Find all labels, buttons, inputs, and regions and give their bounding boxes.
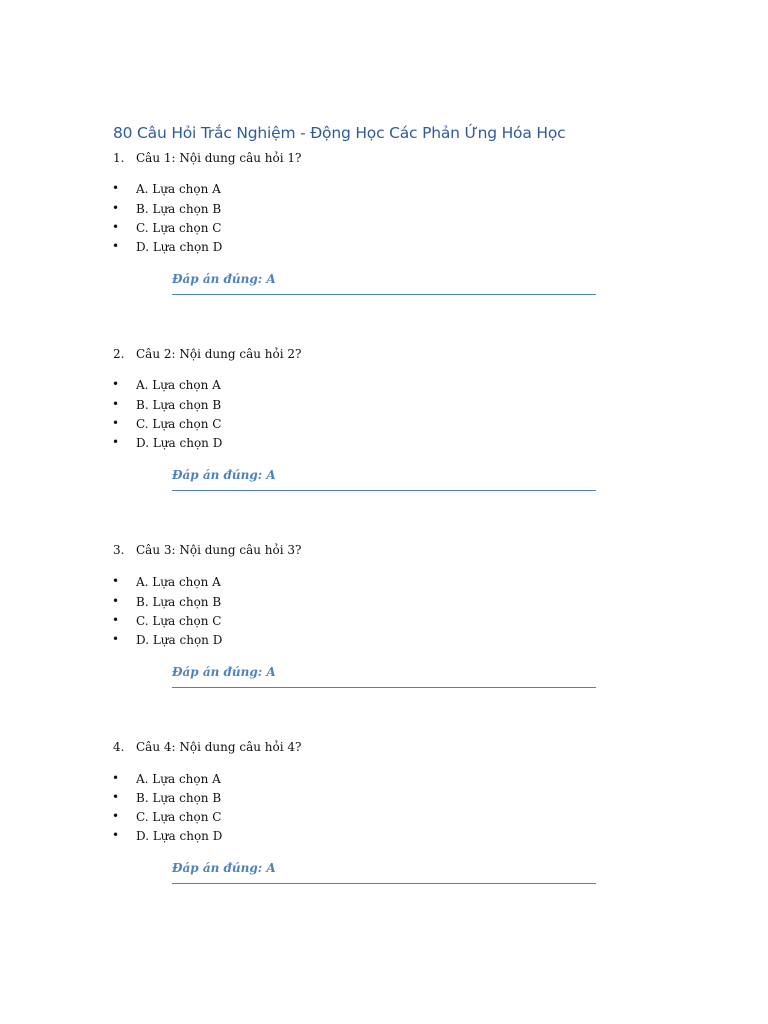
- bullet-icon: •: [112, 828, 120, 842]
- answer-text: Đáp án đúng: A: [172, 665, 276, 679]
- option-text: C. Lựa chọn C: [136, 417, 222, 431]
- option-text: A. Lựa chọn A: [136, 575, 221, 589]
- option-text: A. Lựa chọn A: [136, 378, 221, 392]
- question-number: 2.: [113, 347, 125, 361]
- answer-text: Đáp án đúng: A: [172, 861, 276, 875]
- question-text: Câu 4: Nội dung câu hỏi 4?: [136, 740, 302, 754]
- question-text: Câu 2: Nội dung câu hỏi 2?: [136, 347, 302, 361]
- question-number: 1.: [113, 151, 125, 165]
- bullet-icon: •: [112, 239, 120, 253]
- document-title: 80 Câu Hỏi Trắc Nghiệm - Động Học Các Phản Ứng Hóa Học: [113, 124, 566, 142]
- bullet-icon: •: [112, 809, 120, 823]
- answer-text: Đáp án đúng: A: [172, 272, 276, 286]
- option-d: [0, 829, 300, 847]
- question-1: [0, 151, 768, 321]
- option-a: [0, 378, 300, 396]
- question-number: 4.: [113, 740, 125, 754]
- option-text: A. Lựa chọn A: [136, 772, 221, 786]
- option-d: [0, 436, 300, 454]
- option-text: B. Lựa chọn B: [136, 202, 222, 216]
- option-text: B. Lựa chọn B: [136, 791, 222, 805]
- bullet-icon: •: [112, 435, 120, 449]
- bullet-icon: •: [112, 790, 120, 804]
- question-3: [0, 543, 768, 713]
- option-text: B. Lựa chọn B: [136, 595, 222, 609]
- question-4: [0, 740, 768, 910]
- option-b: [0, 791, 300, 809]
- question-text: Câu 3: Nội dung câu hỏi 3?: [136, 543, 302, 557]
- bullet-icon: •: [112, 220, 120, 234]
- option-b: [0, 398, 300, 416]
- option-a: [0, 772, 300, 790]
- bullet-icon: •: [112, 377, 120, 391]
- bullet-icon: •: [112, 771, 120, 785]
- bullet-icon: •: [112, 397, 120, 411]
- question-number: 3.: [113, 543, 125, 557]
- option-d: [0, 633, 300, 651]
- bullet-icon: •: [112, 181, 120, 195]
- bullet-icon: •: [112, 632, 120, 646]
- option-text: A. Lựa chọn A: [136, 182, 221, 196]
- option-text: D. Lựa chọn D: [136, 240, 223, 254]
- option-a: [0, 182, 300, 200]
- answer-line: [172, 468, 596, 491]
- answer-text: Đáp án đúng: A: [172, 468, 276, 482]
- option-text: D. Lựa chọn D: [136, 829, 223, 843]
- answer-line: [172, 861, 596, 884]
- option-b: [0, 595, 300, 613]
- option-text: D. Lựa chọn D: [136, 633, 223, 647]
- option-c: [0, 221, 300, 239]
- answer-line: [172, 665, 596, 688]
- question-2: [0, 347, 768, 517]
- bullet-icon: •: [112, 201, 120, 215]
- bullet-icon: •: [112, 574, 120, 588]
- option-c: [0, 417, 300, 435]
- option-b: [0, 202, 300, 220]
- option-d: [0, 240, 300, 258]
- bullet-icon: •: [112, 416, 120, 430]
- option-c: [0, 810, 300, 828]
- option-text: C. Lựa chọn C: [136, 810, 222, 824]
- bullet-icon: •: [112, 613, 120, 627]
- option-a: [0, 575, 300, 593]
- option-text: C. Lựa chọn C: [136, 614, 222, 628]
- bullet-icon: •: [112, 594, 120, 608]
- option-text: D. Lựa chọn D: [136, 436, 223, 450]
- option-text: B. Lựa chọn B: [136, 398, 222, 412]
- answer-line: [172, 272, 596, 295]
- option-text: C. Lựa chọn C: [136, 221, 222, 235]
- option-c: [0, 614, 300, 632]
- question-text: Câu 1: Nội dung câu hỏi 1?: [136, 151, 302, 165]
